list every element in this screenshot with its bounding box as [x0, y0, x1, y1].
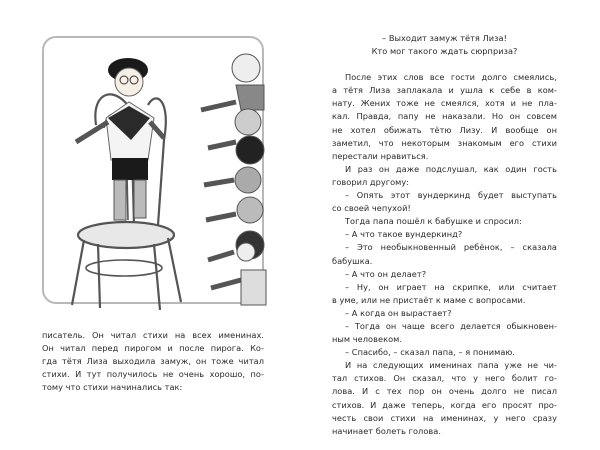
text-line: – Тогда он чаще всего делается обыкновен- [345, 320, 557, 331]
text-line: честь свои стихи на именинах, у него сразу [332, 412, 557, 423]
text-line: со своей чепухой! [332, 203, 411, 214]
text-line: тал стихов. Он сказал, что у него болит го- [332, 373, 557, 384]
text-line: – Ну, он играет на скрипке, или считает [345, 281, 557, 292]
verse-line: Кто мог такого ждать сюрприза? [371, 46, 518, 57]
text-line: И раз он даже подслушал, как один гость [345, 163, 557, 174]
left-page-text [42, 329, 264, 394]
text-line: нату. Жених тоже не смеялся, хотя и не пла- [332, 98, 557, 109]
text-line: Он читал перед пирогом и после пирога. Ко- [42, 343, 264, 354]
text-line: стихов. И даже теперь, когда его просят про- [332, 399, 557, 410]
guests-figures [201, 54, 266, 305]
text-line: – Опять этот вундеркинд будет выступать [345, 190, 557, 201]
text-line: стихи. И тут получилось не очень хорошо, по- [42, 369, 264, 380]
verse-line: – Выходит замуж тётя Лиза! [382, 33, 507, 43]
text-line: лова. И с тех пор он очень долго не писал [332, 386, 557, 397]
text-line: перестали нравиться. [332, 150, 429, 161]
text-line: заметил, что некоторым знакомым его стихи [332, 137, 557, 148]
text-line: После этих слов все гости долго смеялись, [345, 72, 557, 83]
text-line: – А когда он вырастает? [345, 307, 452, 318]
boy-figure [76, 58, 164, 220]
text-line: начинает болеть голова. [332, 425, 441, 436]
text-line: тому что стихи начинались так: [42, 382, 183, 393]
text-line: – А что он делает? [345, 268, 427, 279]
text-line: гда тётя Лиза выходила замуж, он тоже читал [42, 356, 264, 367]
text-line: – Спасибо, – сказал папа, – я понимаю. [345, 347, 516, 358]
text-line: а тётя Лиза заплакала и ушла к себе в ком- [332, 85, 557, 96]
text-line: писатель. Он читал стихи на всех именинах. [42, 330, 264, 340]
text-line: кал. Правда, папу не наказали. Но он совсем [332, 111, 557, 122]
right-page [300, 0, 600, 450]
right-page-text [332, 32, 557, 438]
text-line: не хотел обижать тётю Лизу. И вообще он [332, 124, 557, 135]
text-line: – Это необыкновенный ребёнок, – сказала [345, 242, 557, 253]
text-line: в уме, или не пристаёт к маме с вопросами. [332, 294, 526, 305]
text-line: – А что такое вундеркинд? [345, 229, 463, 240]
text-line: говорил другому: [332, 176, 410, 187]
text-line: бабушка. [332, 255, 373, 266]
text-line: Тогда папа пошёл к бабушке и спросил: [345, 216, 522, 227]
book-illustration [36, 30, 276, 310]
text-line: И на следующих именинах папа уже не чи- [345, 360, 557, 371]
text-line: ным человеком. [332, 334, 403, 345]
